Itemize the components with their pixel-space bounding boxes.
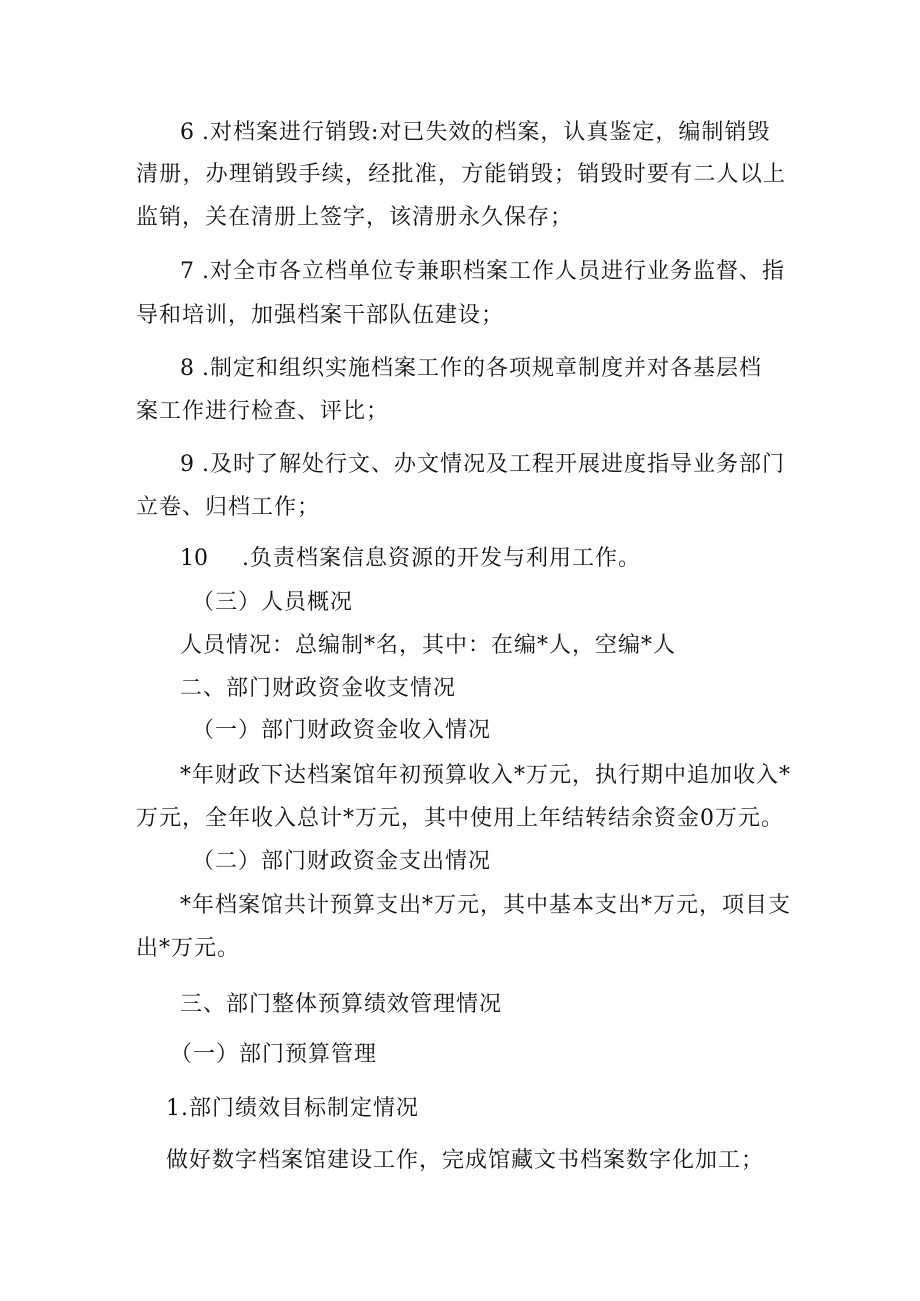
expense-heading: （二）部门财政资金支出情况 [192,849,492,874]
item-number: 7 [180,259,194,284]
item-7-line-1 [180,257,785,287]
goal-heading: 1.部门绩效目标制定情况 [166,1096,419,1121]
item-7-line-2: 导和培训，加强档案干部队伍建设； [136,303,505,328]
item-text: .负责档案信息资源的开发与利用工作。 [242,546,641,571]
item-6-line-1 [180,118,770,148]
item-number: 10 [180,546,208,571]
item-number: 9 [180,452,194,477]
item-8-line-2: 案工作进行检查、评比； [136,399,390,424]
item-text: .对全市各立档单位专兼职档案工作人员进行业务监督、指 [202,259,785,284]
finance-heading: 二、部门财政资金收支情况 [180,676,457,701]
item-8-line-1 [180,354,762,384]
staff-heading: （三）人员概况 [192,590,354,615]
income-line-1: *年财政下达档案馆年初预算收入*万元，执行期中追加收入* [180,763,792,788]
item-10-line-1 [180,544,641,574]
income-heading: （一）部门财政资金收入情况 [192,718,492,743]
performance-heading: 三、部门整体预算绩效管理情况 [180,992,503,1017]
item-text: .制定和组织实施档案工作的各项规章制度并对各基层档 [202,356,762,381]
item-9-line-1 [180,450,785,480]
budget-heading: （一）部门预算管理 [170,1042,378,1067]
item-9-line-2: 立卷、归档工作； [136,495,321,520]
item-text: .对档案进行销毁:对已失效的档案，认真鉴定，编制销毁 [202,120,771,145]
item-6-line-2: 清册，办理销毁手续，经批准，方能销毁；销毁时要有二人以上 [136,162,786,187]
item-6-line-3: 监销，关在清册上签字，该清册永久保存； [136,205,574,230]
staff-text: 人员情况：总编制*名，其中：在编*人，空编*人 [180,633,677,658]
item-number: 6 [180,120,194,145]
goal-text: 做好数字档案馆建设工作，完成馆藏文书档案数字化加工； [166,1148,765,1173]
expense-line-2: 出*万元。 [136,936,241,961]
expense-line-1: *年档案馆共计预算支出*万元，其中基本支出*万元，项目支 [180,893,792,918]
item-number: 8 [180,356,194,381]
income-line-2: 万元，全年收入总计*万元，其中使用上年结转结余资金0万元。 [136,806,784,831]
item-text: .及时了解处行文、办文情况及工程开展进度指导业务部门 [202,452,785,477]
